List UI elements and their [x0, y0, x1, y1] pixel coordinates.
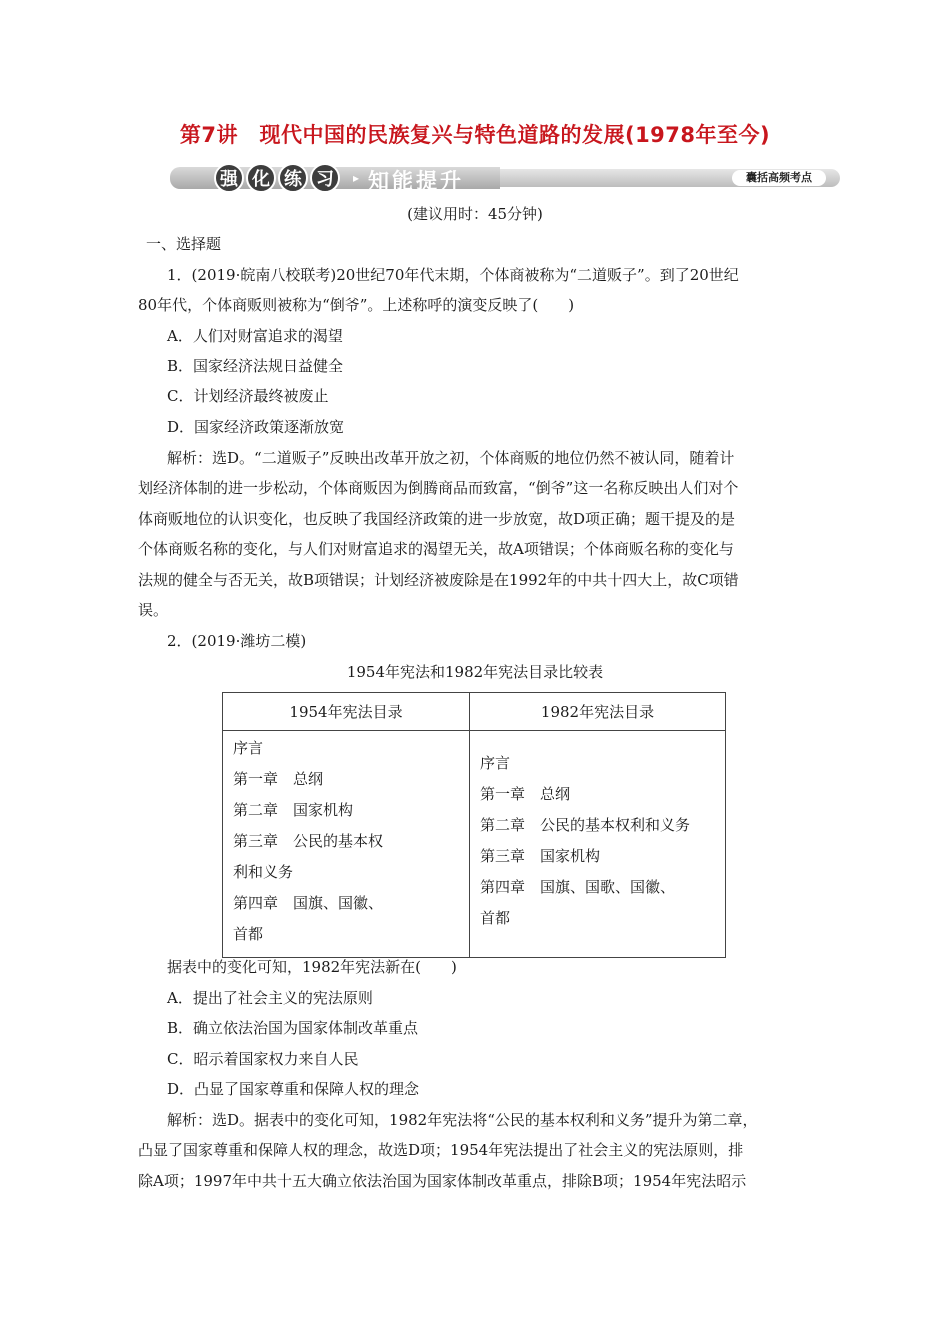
q1-analysis-line: 误。	[138, 601, 169, 619]
q1-stem-line1: 1．(2019·皖南八校联考)20世纪70年代末期，个体商被称为“二道贩子”。到了20世纪	[167, 266, 739, 284]
banner-char: 强	[214, 163, 244, 193]
table-line: 第一章 总纲	[233, 770, 324, 788]
q1-option-c: C．计划经济最终被废止	[167, 387, 329, 405]
table-cell-1982	[470, 731, 726, 958]
table-line: 第一章 总纲	[480, 785, 571, 803]
q1-analysis-line: 划经济体制的进一步松动，个体商贩因为倒腾商品而致富，“倒爷”这一名称反映出人们对个	[138, 479, 739, 497]
banner-heading	[214, 163, 340, 193]
q2-question: 据表中的变化可知，1982年宪法新在( )	[167, 958, 457, 976]
q2-option-d: D．凸显了国家尊重和保障人权的理念	[167, 1080, 420, 1098]
table-line: 第四章 国旗、国徽、	[233, 894, 384, 912]
q1-analysis-line: 个体商贩名称的变化，与人们对财富追求的渴望无关，故A项错误；个体商贩名称的变化与	[138, 540, 734, 558]
table-line: 首都	[480, 909, 511, 927]
q2-analysis-line: 解析：选D。据表中的变化可知，1982年宪法将“公民的基本权利和义务”提升为第二章，	[167, 1111, 758, 1129]
table-line: 第二章 国家机构	[233, 801, 354, 819]
table-header: 1954年宪法目录	[223, 693, 470, 731]
q1-analysis-line: 法规的健全与否无关，故B项错误；计划经济被废除是在1992年的中共十四大上，故C项错	[138, 571, 739, 589]
q2-stem: 2．(2019·潍坊二模)	[167, 632, 307, 650]
banner-char: 习	[310, 163, 340, 193]
q2-analysis-line: 除A项；1997年中共十五大确立依法治国为国家体制改革重点，排除B项；1954年宪法昭示	[138, 1172, 747, 1190]
section-banner	[170, 163, 840, 193]
q1-option-d: D．国家经济政策逐渐放宽	[167, 418, 345, 436]
banner-tag: 囊括高频考点	[732, 170, 826, 186]
q1-option-a: A．人们对财富追求的渴望	[167, 327, 343, 345]
table-line: 利和义务	[233, 863, 294, 881]
arrow-right-icon: ▸	[353, 171, 360, 185]
banner-char: 练	[278, 163, 308, 193]
q1-option-b: B．国家经济法规日益健全	[167, 357, 344, 375]
table-line: 序言	[233, 739, 264, 757]
page-title: 第7讲 现代中国的民族复兴与特色道路的发展(1978年至今)	[179, 123, 771, 147]
table-line: 首都	[233, 925, 264, 943]
q2-option-a: A．提出了社会主义的宪法原则	[167, 989, 373, 1007]
table-line: 第三章 公民的基本权	[233, 832, 384, 850]
table-line: 第四章 国旗、国歌、国徽、	[480, 878, 676, 896]
q2-analysis-line: 凸显了国家尊重和保障人权的理念，故选D项；1954年宪法提出了社会主义的宪法原则，排	[138, 1141, 744, 1159]
comparison-table	[222, 692, 726, 958]
table-line: 第二章 公民的基本权利和义务	[480, 816, 691, 834]
q2-option-b: B．确立依法治国为国家体制改革重点	[167, 1019, 419, 1037]
table-line: 序言	[480, 754, 511, 772]
table-header: 1982年宪法目录	[470, 693, 726, 731]
q1-analysis-line: 体商贩地位的认识变化，也反映了我国经济政策的进一步放宽，故D项正确；题干提及的是	[138, 510, 736, 528]
q1-analysis-line: 解析：选D。“二道贩子”反映出改革开放之初，个体商贩的地位仍然不被认同，随着计	[167, 449, 735, 467]
q2-option-c: C．昭示着国家权力来自人民	[167, 1050, 359, 1068]
time-hint: (建议用时：45分钟)	[407, 205, 543, 223]
section-heading: 一、选择题	[146, 235, 222, 253]
table-cell-1954	[223, 731, 470, 958]
q1-stem-line2: 80年代，个体商贩则被称为“倒爷”。上述称呼的演变反映了( )	[138, 296, 575, 314]
banner-subtitle: 知能提升	[368, 169, 464, 193]
table-caption: 1954年宪法和1982年宪法目录比较表	[346, 663, 604, 681]
table-line: 第三章 国家机构	[480, 847, 601, 865]
banner-char: 化	[246, 163, 276, 193]
